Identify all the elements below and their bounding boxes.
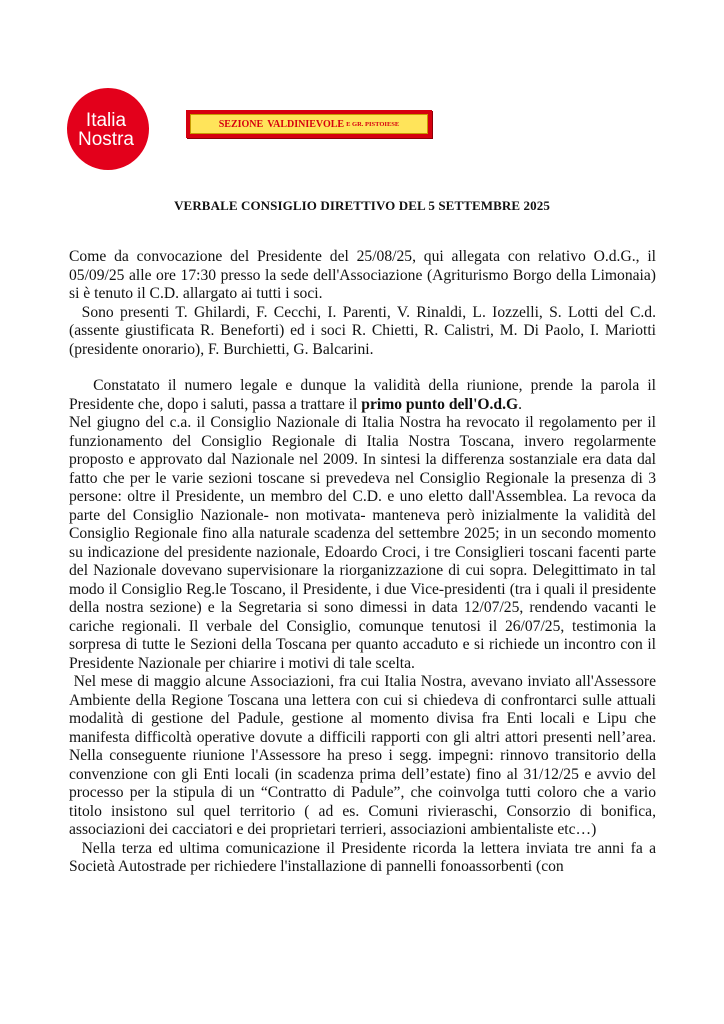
logo-line1: Italia: [85, 110, 127, 131]
document-title: VERBALE CONSIGLIO DIRETTIVO DEL 5 SETTEMBRE 2025: [174, 198, 550, 213]
italia-nostra-logo: [65, 86, 151, 172]
paragraph-padule: Nel mese di maggio alcune Associazioni, fra cui Italia Nostra, avevano inviato all'Assessore Ambiente della Regione Toscana una lettera con cui si chiedeva di confrontarci sulle attuali modalità di gestione del Padule, gestione al momento divisa fra Enti locali e Lipu che manifesta difficoltà operative dovute a difficili rapporti con gli altri attori presenti nell’area. Nella conseguente riunione l'Assessore ha preso i segg. impegni: rinnovo transitorio della convenzione con gli Enti locali (in scadenza prima dell’estate) fino al 31/12/25 e avvio del processo per la stipula di un “Contratto di Padule”, che coinvolga tutti coloro che a vario titolo insistono sul quel territorio ( ad es. Comuni rivieraschi, Consorzio di bonifica, associazioni dei cacciatori e dei proprietari terrieri, associazioni ambientaliste etc…): [69, 673, 656, 838]
paragraph-autostrade: Nella terza ed ultima comunicazione il Presidente ricorda la lettera inviata tre anni fa a Società Autostrade per richiedere l'installazione di pannelli fonoassorbenti (con: [69, 839, 656, 875]
document-body: [69, 248, 656, 877]
logo-line2: Nostra: [78, 129, 134, 150]
paragraph-consiglio-regionale: Nel giugno del c.a. il Consiglio Nazionale di Italia Nostra ha revocato il regolamento per il funzionamento del Consiglio Regionale di Italia Nostra Toscana, invero regolarmente proposto e approvato dal Nazionale nel 2009. In sintesi la differenza sostanziale era data dal fatto che per le varie sezioni toscane si prevedeva nel Consiglio Regionale la presenza di 3 persone: oltre il Presidente, un membro del C.D. e uno eletto dall'Assemblea. La revoca da parte del Consiglio Nazionale- non motivata- manteneva però inizialmente la validità del Consiglio Regionale fino alla naturale scadenza del settembre 2025; in un secondo momento su indicazione del presidente nazionale, Edoardo Croci, i tre Consiglieri toscani facenti parte del Nazionale dovevano supervisionare la riorganizzazione di cui sopra. Delegittimato in tal modo il Consiglio Reg.le Toscano, il Presidente, i due Vice-presidenti (tra i quali il presidente della nostra sezione) e la Segretaria si sono dimessi in data 12/07/25, rendendo vacanti le cariche regionali. Il verbale del Consiglio, comunque tenutosi il 26/07/25, testimonia la sorpresa di tutte le Sezioni della Toscana per quanto accaduto e si richiede un incontro con il Presidente Nazionale per chiarire i motivi di tale scelta.: [69, 414, 656, 672]
paragraph-convocazione: Come da convocazione del Presidente del 25/08/25, qui allegata con relativo O.d.G., il 05/09/25 alle ore 17:30 presso la sede dell'Associazione (Agriturismo Borgo della Limonaia) si è tenuto il C.D. allargato ai tutti i soci.: [69, 248, 656, 302]
section-banner: [186, 110, 432, 138]
paragraph-presenti: Sono presenti T. Ghilardi, F. Cecchi, I. Parenti, V. Rinaldi, L. Iozzelli, S. Lotti del C.d. (assente giustificata R. Beneforti) ed i soci R. Chietti, R. Calistri, M. Di Paolo, I. Mariotti (presidente onorario), F. Burchietti, G. Balcarini.: [69, 303, 656, 358]
banner-suffix: E GR. PISTOIESE: [346, 120, 400, 128]
primo-punto-label: primo punto dell'O.d.G: [361, 395, 519, 413]
paragraph-numero-legale: Constatato il numero legale e dunque la validità della riunione, prende la parola il Presidente che, dopo i saluti, passa a trattare il primo punto dell'O.d.G.: [69, 377, 656, 413]
banner-valdinievole: VALDINIEVOLE: [267, 118, 345, 130]
banner-sezione: SEZIONE: [218, 118, 264, 130]
